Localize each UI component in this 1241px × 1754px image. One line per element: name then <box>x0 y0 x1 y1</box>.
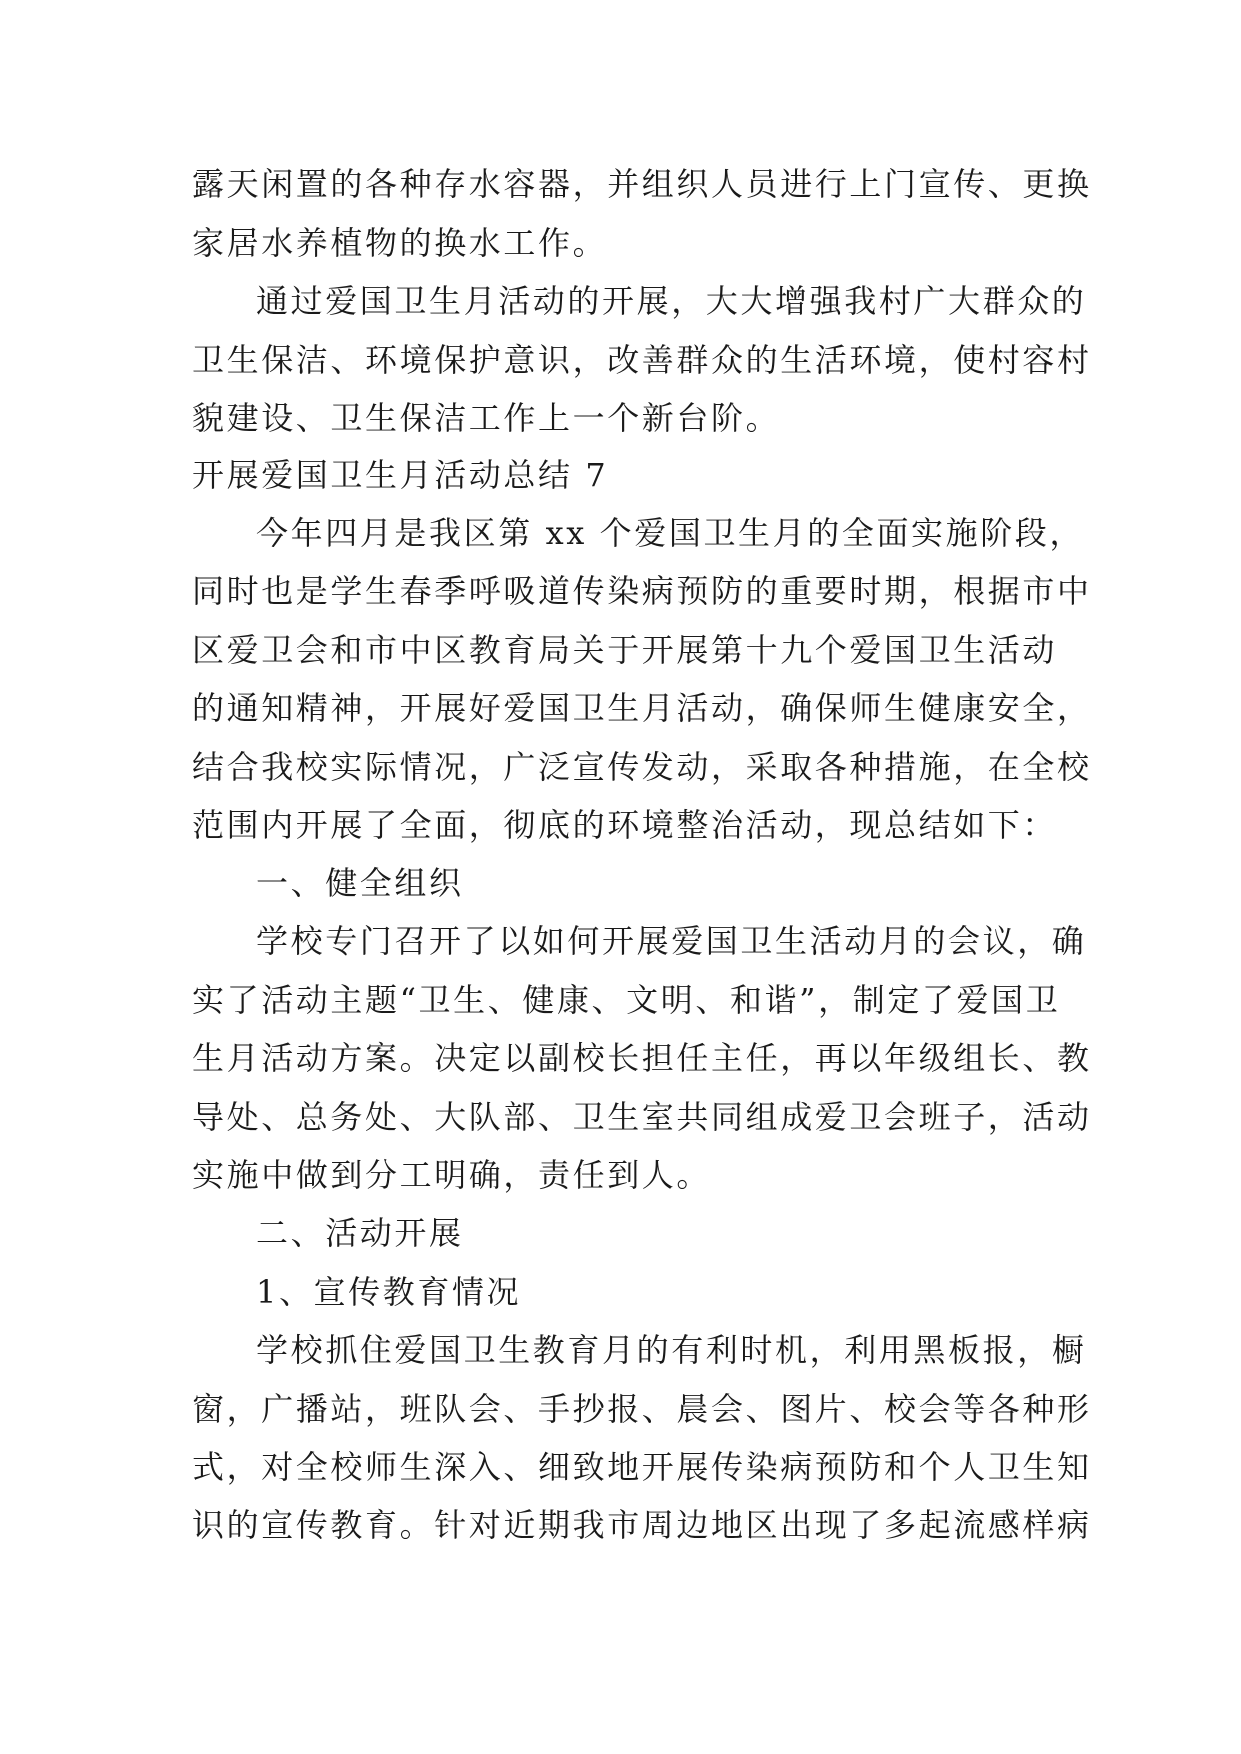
paragraph-line: 同时也是学生春季呼吸道传染病预防的重要时期，根据市中 <box>192 572 1092 610</box>
paragraph-line: 区爱卫会和市中区教育局关于开展第十九个爱国卫生活动 <box>192 631 1058 669</box>
subsection-heading: 一、健全组织 <box>256 864 464 902</box>
paragraph-line: 窗，广播站，班队会、手抄报、晨会、图片、校会等各种形 <box>192 1390 1092 1428</box>
paragraph-line: 卫生保洁、环境保护意识，改善群众的生活环境，使村容村 <box>192 341 1092 379</box>
paragraph-line: 通过爱国卫生月活动的开展，大大增强我村广大群众的 <box>256 282 1087 320</box>
paragraph-line: 学校抓住爱国卫生教育月的有利时机，利用黑板报，橱 <box>256 1331 1087 1369</box>
paragraph-line: 露天闲置的各种存水容器，并组织人员进行上门宣传、更换 <box>192 165 1092 203</box>
paragraph-line: 范围内开展了全面，彻底的环境整治活动，现总结如下： <box>192 806 1058 844</box>
subsection-heading: 1、宣传教育情况 <box>256 1273 522 1311</box>
paragraph-line: 家居水养植物的换水工作。 <box>192 224 608 262</box>
paragraph-line: 的通知精神，开展好爱国卫生月活动，确保师生健康安全， <box>192 689 1092 727</box>
paragraph-line: 学校专门召开了以如何开展爱国卫生活动月的会议，确 <box>256 922 1087 960</box>
paragraph-line: 貌建设、卫生保洁工作上一个新台阶。 <box>192 399 781 437</box>
paragraph-line: 识的宣传教育。针对近期我市周边地区出现了多起流感样病 <box>192 1506 1092 1544</box>
paragraph-line: 式，对全校师生深入、细致地开展传染病预防和个人卫生知 <box>192 1448 1092 1486</box>
paragraph-line: 今年四月是我区第 xx 个爱国卫生月的全面实施阶段， <box>256 514 1085 552</box>
paragraph-line: 实施中做到分工明确，责任到人。 <box>192 1156 712 1194</box>
subsection-heading: 二、活动开展 <box>256 1214 464 1252</box>
paragraph-line: 结合我校实际情况，广泛宣传发动，采取各种措施，在全校 <box>192 748 1092 786</box>
paragraph-line: 实了活动主题“卫生、健康、文明、和谐”，制定了爱国卫 <box>192 981 1061 1019</box>
paragraph-line: 生月活动方案。决定以副校长担任主任，再以年级组长、教 <box>192 1039 1092 1077</box>
paragraph-line: 导处、总务处、大队部、卫生室共同组成爱卫会班子，活动 <box>192 1098 1092 1136</box>
section-heading: 开展爱国卫生月活动总结 7 <box>192 456 609 494</box>
